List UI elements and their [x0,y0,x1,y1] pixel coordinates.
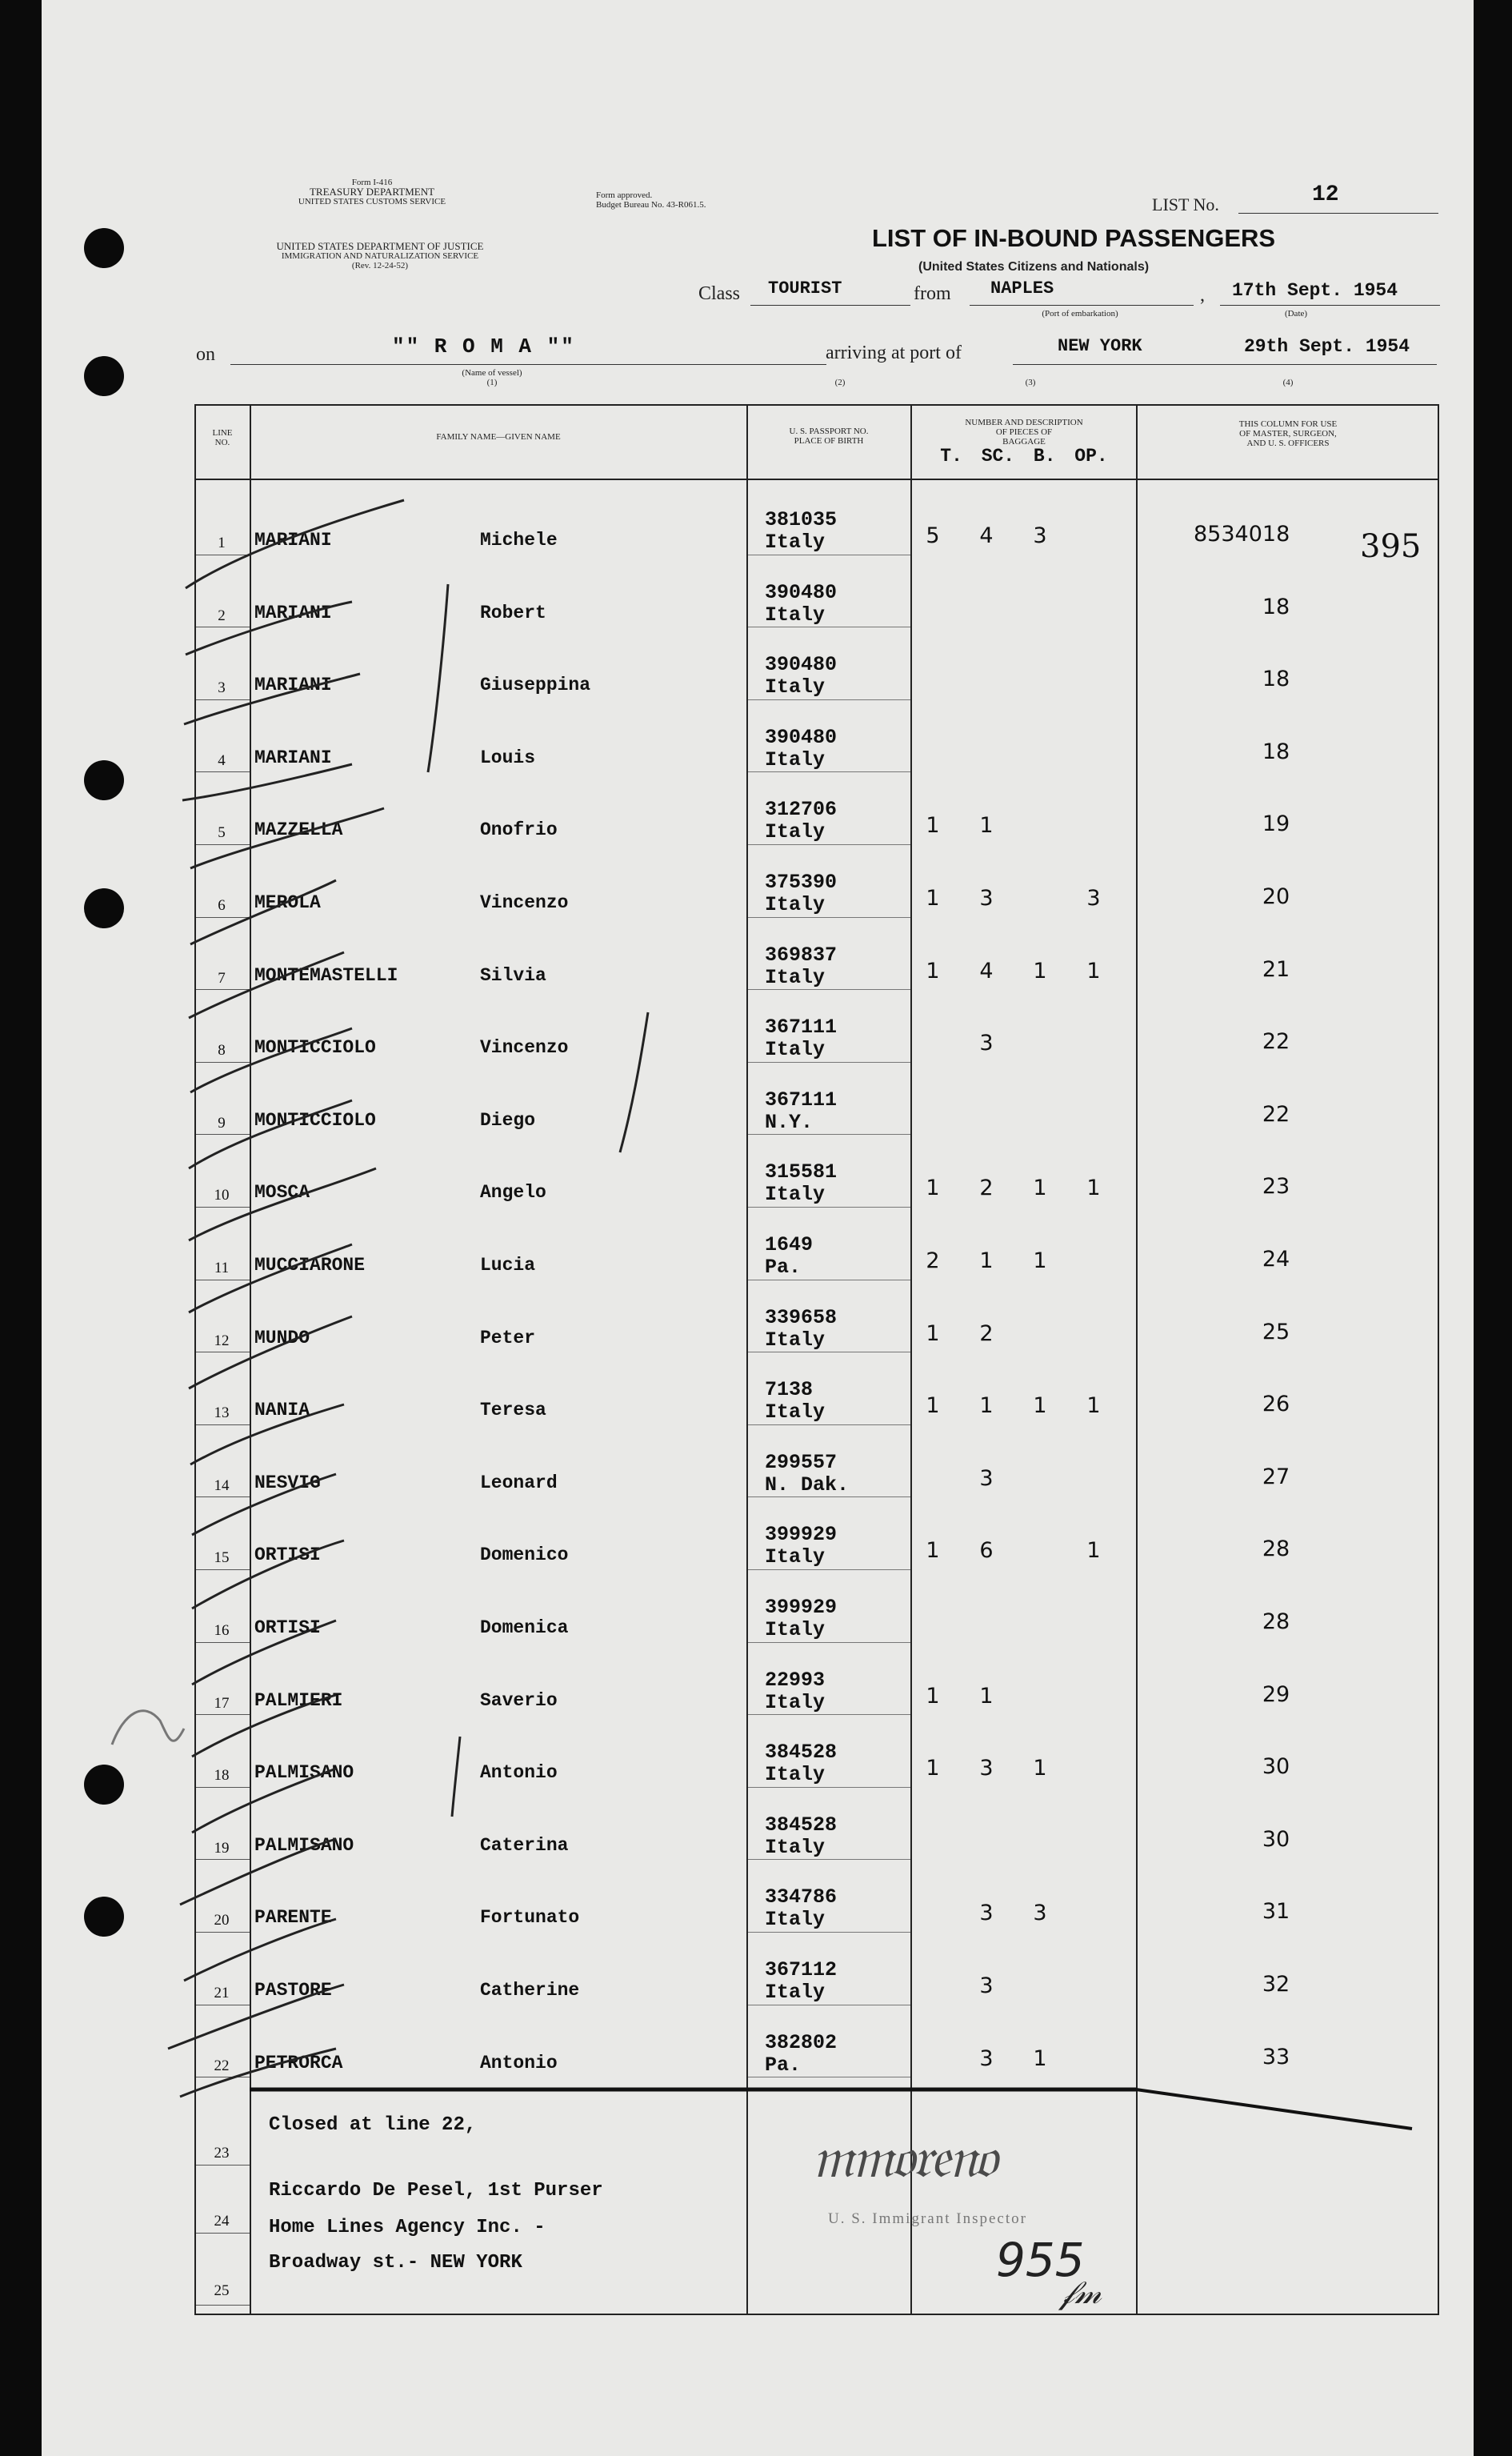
passport-number: 367112 [765,1958,838,1981]
passport-number: 381035 [765,508,838,531]
baggage-trunks: 1 [926,1393,940,1419]
footer-note: Closed at line 22, [269,2114,477,2136]
list-no-value: 12 [1312,182,1339,207]
line-number: 5 [218,824,226,842]
officer-note: 33 [1262,2044,1290,2069]
baggage-suitcases: 1 [979,1683,994,1709]
passport-number: 22993 [765,1668,826,1692]
port-embarkation-value: NAPLES [990,278,1054,298]
family-name: MUCCIARONE [254,1255,366,1276]
line-number: 6 [218,897,226,914]
agency-service: IMMIGRATION AND NATURALIZATION SERVICE [281,251,479,261]
family-name: ORTISI [254,1617,321,1638]
place-of-birth: Italy [765,1400,826,1424]
passport-number: 390480 [765,653,838,677]
passport-number: 315581 [765,1160,838,1184]
port-arrival-value: NEW YORK [1058,336,1142,356]
place-of-birth: Italy [765,1545,826,1569]
place-of-birth: Italy [765,1690,826,1714]
given-name: Vincenzo [480,892,569,913]
check-marks [168,500,648,2097]
port-embarkation-caption: (Port of embarkation) [1042,309,1118,319]
inspector-signature: 𝔪𝔪𝔬𝔯𝔢𝔫𝔬 [812,2125,995,2190]
line-number: 18 [214,1767,230,1785]
given-name: Silvia [480,964,546,986]
passport-number: 7138 [765,1378,814,1402]
officer-note: 23 [1262,1174,1290,1200]
officer-note: 32 [1262,1972,1290,1997]
passport-number: 369837 [765,943,838,967]
margin-scribble [112,1711,184,1745]
baggage-trunks: 1 [926,813,940,839]
place-of-birth: Pa. [765,1256,802,1279]
line-number: 3 [218,679,226,697]
given-name: Caterina [480,1834,569,1856]
place-of-birth: N. Dak. [765,1472,850,1496]
line-number: 22 [214,2057,230,2074]
family-name: PALMISANO [254,1834,354,1856]
inspector-stamp: U. S. Immigrant Inspector [828,2210,1027,2227]
line-number: 4 [218,751,226,769]
family-name: MONTICCIOLO [254,1109,376,1131]
officer-note: 28 [1262,1609,1290,1634]
line-number: 23 [214,2145,230,2162]
place-of-birth: Italy [765,531,826,554]
family-name: MARIANI [254,602,332,623]
col4-caption: (4) [1282,378,1294,387]
family-name: PASTORE [254,1980,332,2001]
baggage-trunks: 1 [926,958,940,984]
line-number: 17 [214,1694,230,1712]
officer-note: 29 [1262,1681,1290,1707]
line-number: 10 [214,1187,230,1204]
given-name: Fortunato [480,1907,580,1929]
officer-note: 22 [1262,1101,1290,1127]
baggage-suitcases: 3 [979,1973,994,1998]
place-of-birth: Italy [765,1763,826,1787]
place-of-birth: Pa. [765,2053,802,2077]
family-name: MARIANI [254,675,332,696]
place-of-birth: Italy [765,1835,826,1859]
page-subtitle: (United States Citizens and Nationals) [918,260,1150,274]
baggage-trunks: 2 [926,1248,940,1273]
line-number: 25 [214,2282,230,2299]
baggage-other: 1 [1086,1393,1101,1419]
baggage-bags: 1 [1033,958,1047,984]
col-header-baggage: NUMBER AND DESCRIPTION OF PIECES OF BAGGAGE [965,418,1083,447]
passport-number: 375390 [765,871,838,894]
officer-note: 24 [1262,1247,1290,1272]
form-approved: Form approved. [596,190,653,200]
given-name: Michele [480,530,558,551]
page-title: LIST OF IN-BOUND PASSENGERS [872,224,1276,252]
line-number: 13 [214,1404,230,1422]
baggage-bags: 1 [1033,2045,1047,2071]
family-name: MAZZELLA [254,819,343,841]
department: TREASURY DEPARTMENT [309,186,435,198]
given-name: Giuseppina [480,675,591,696]
baggage-trunks: 1 [926,886,940,911]
col-header-passport: U. S. PASSPORT NO. PLACE OF BIRTH [789,427,869,446]
baggage-suitcases: 3 [979,2045,994,2071]
baggage-bags: 1 [1033,1393,1047,1419]
officer-note: 27 [1262,1464,1290,1489]
line-number: 20 [214,1912,230,1929]
baggage-other: 1 [1086,1176,1101,1201]
place-of-birth: Italy [765,893,826,916]
given-name: Antonio [480,2052,558,2073]
form-number: Form I-416 [351,178,393,187]
on-label: on [196,344,215,365]
place-of-birth: Italy [765,1183,826,1207]
passport-number: 299557 [765,1450,838,1474]
baggage-bags: 1 [1033,1176,1047,1201]
line-number: 12 [214,1332,230,1349]
passport-number: 382802 [765,2030,838,2054]
baggage-trunks: 1 [926,1756,940,1781]
baggage-suitcases: 4 [979,523,994,548]
footer-note: Home Lines Agency Inc. - [269,2217,546,2238]
passport-number: 1649 [765,1233,814,1256]
given-name: Diego [480,1109,536,1131]
baggage-bags: 3 [1033,1901,1047,1926]
passport-number: 390480 [765,725,838,749]
given-name: Peter [480,1327,536,1348]
baggage-suitcases: 3 [979,1031,994,1056]
family-name: PALMISANO [254,1762,354,1784]
line-number: 21 [214,1985,230,2001]
budget-bureau: Budget Bureau No. 43-R061.5. [596,200,706,210]
line-number: 8 [218,1042,226,1060]
baggage-other: 1 [1086,958,1101,984]
family-name: MOSCA [254,1182,310,1204]
family-name: PALMIERI [254,1689,343,1711]
baggage-trunks: 5 [926,523,940,548]
line-number: 14 [214,1476,230,1494]
baggage-bags: 1 [1033,1756,1047,1781]
passport-number: 367111 [765,1088,838,1112]
baggage-trunks: 1 [926,1683,940,1709]
footer-note: Broadway st.- NEW YORK [269,2252,522,2274]
given-name: Vincenzo [480,1037,569,1059]
sequence-number: 395 [1360,528,1422,565]
place-of-birth: Italy [765,747,826,771]
passport-number: 367111 [765,1016,838,1040]
family-name: MONTICCIOLO [254,1037,376,1059]
vessel-caption: (Name of vessel) (1) [462,368,522,387]
class-label: Class [698,283,741,304]
footer-note: Riccardo De Pesel, 1st Purser [269,2180,603,2202]
baggage-suitcases: 3 [979,1756,994,1781]
family-name: ORTISI [254,1545,321,1566]
service: UNITED STATES CUSTOMS SERVICE [298,197,446,206]
col3-caption: (3) [1025,378,1036,387]
given-name: Louis [480,747,536,768]
vessel-name: "" R O M A "" [392,335,575,359]
passport-number: 339658 [765,1305,838,1329]
line-number: 1 [218,535,226,551]
place-of-birth: N.Y. [765,1110,814,1134]
officer-note: 18 [1262,739,1290,764]
baggage-suitcases: 3 [979,1901,994,1926]
baggage-other: 3 [1086,886,1101,911]
family-name: MEROLA [254,892,321,913]
officer-note: 18 [1262,594,1290,619]
place-of-birth: Italy [765,1618,826,1641]
baggage-subheaders: T. SC. B. OP. [940,446,1108,467]
baggage-suitcases: 3 [979,1465,994,1491]
passport-number: 399929 [765,1523,838,1547]
line-number: 2 [218,607,226,624]
place-of-birth: Italy [765,965,826,989]
given-name: Catherine [480,1980,580,2001]
departure-date-value: 17th Sept. 1954 [1232,280,1398,301]
line-number: 15 [214,1549,230,1567]
given-name: Robert [480,602,546,623]
given-name: Lucia [480,1255,536,1276]
place-of-birth: Italy [765,820,826,844]
given-name: Angelo [480,1182,546,1204]
family-name: MUNDO [254,1327,310,1348]
passport-number: 399929 [765,1596,838,1619]
line-number: 19 [214,1839,230,1857]
line-number: 9 [218,1114,226,1132]
from-label: from [914,283,951,304]
agency: UNITED STATES DEPARTMENT OF JUSTICE [276,240,484,252]
given-name: Onofrio [480,819,558,841]
col-header-officers: THIS COLUMN FOR USE OF MASTER, SURGEON, AND U. S. OFFICERS [1238,419,1338,448]
class-value: TOURIST [768,278,842,298]
baggage-trunks: 1 [926,1320,940,1346]
officer-note: 21 [1262,956,1290,982]
place-of-birth: Italy [765,603,826,627]
officer-note: 19 [1262,811,1290,837]
family-name: MONTEMASTELLI [254,964,398,986]
officer-note: 8534018 [1194,522,1290,547]
passport-number: 384528 [765,1741,838,1765]
officer-note: 28 [1262,1537,1290,1562]
baggage-suitcases: 6 [979,1538,994,1564]
place-of-birth: Italy [765,1038,826,1062]
line-number: 24 [214,2213,230,2230]
line-number: 11 [214,1260,230,1276]
given-name: Teresa [480,1400,546,1421]
baggage-bags: 1 [1033,1248,1047,1273]
baggage-suitcases: 1 [979,1393,994,1419]
baggage-trunks: 1 [926,1176,940,1201]
baggage-suitcases: 1 [979,1248,994,1273]
passport-number: 334786 [765,1885,838,1909]
handwritten-number: 955 [996,2233,1085,2287]
given-name: Antonio [480,1762,558,1784]
baggage-trunks: 1 [926,1538,940,1564]
arrival-date-value: 29th Sept. 1954 [1244,336,1410,357]
col-header-line-no: LINE NO. [212,428,233,447]
baggage-other: 1 [1086,1538,1101,1564]
arriving-label: arriving at port of [826,343,962,363]
given-name: Leonard [480,1472,558,1493]
officer-note: 31 [1262,1899,1290,1925]
officer-note: 30 [1262,1826,1290,1852]
baggage-suitcases: 1 [979,813,994,839]
passport-number: 384528 [765,1813,838,1837]
officer-note: 18 [1262,667,1290,692]
given-name: Saverio [480,1689,558,1711]
revision: (Rev. 12-24-52) [351,261,409,270]
passport-number: 312706 [765,798,838,822]
col-header-name: FAMILY NAME—GIVEN NAME [436,432,561,442]
baggage-suitcases: 4 [979,958,994,984]
col2-caption: (2) [834,378,846,387]
place-of-birth: Italy [765,1328,826,1352]
given-name: Domenico [480,1545,569,1566]
line-number: 7 [218,969,226,987]
family-name: PARENTE [254,1907,332,1929]
officer-note: 22 [1262,1029,1290,1055]
family-name: NESVIG [254,1472,321,1493]
officer-note: 25 [1262,1319,1290,1344]
handwritten-initials: 𝒻𝓂 [1060,2274,1102,2311]
place-of-birth: Italy [765,1908,826,1932]
line-number: 16 [214,1622,230,1639]
baggage-suitcases: 3 [979,886,994,911]
baggage-bags: 3 [1033,523,1047,548]
place-of-birth: Italy [765,1981,826,2004]
baggage-suitcases: 2 [979,1176,994,1201]
departure-date-caption: (Date) [1284,309,1308,319]
baggage-suitcases: 2 [979,1320,994,1346]
passport-number: 390480 [765,580,838,604]
family-name: PETRORCA [254,2052,343,2073]
family-name: NANIA [254,1400,310,1421]
family-name: MARIANI [254,747,332,768]
given-name: Domenica [480,1617,569,1638]
officer-note: 26 [1262,1392,1290,1417]
officer-note: 30 [1262,1754,1290,1780]
place-of-birth: Italy [765,675,826,699]
family-name: MARIANI [254,530,332,551]
list-no-label: LIST No. [1152,194,1219,214]
officer-note: 20 [1262,884,1290,909]
